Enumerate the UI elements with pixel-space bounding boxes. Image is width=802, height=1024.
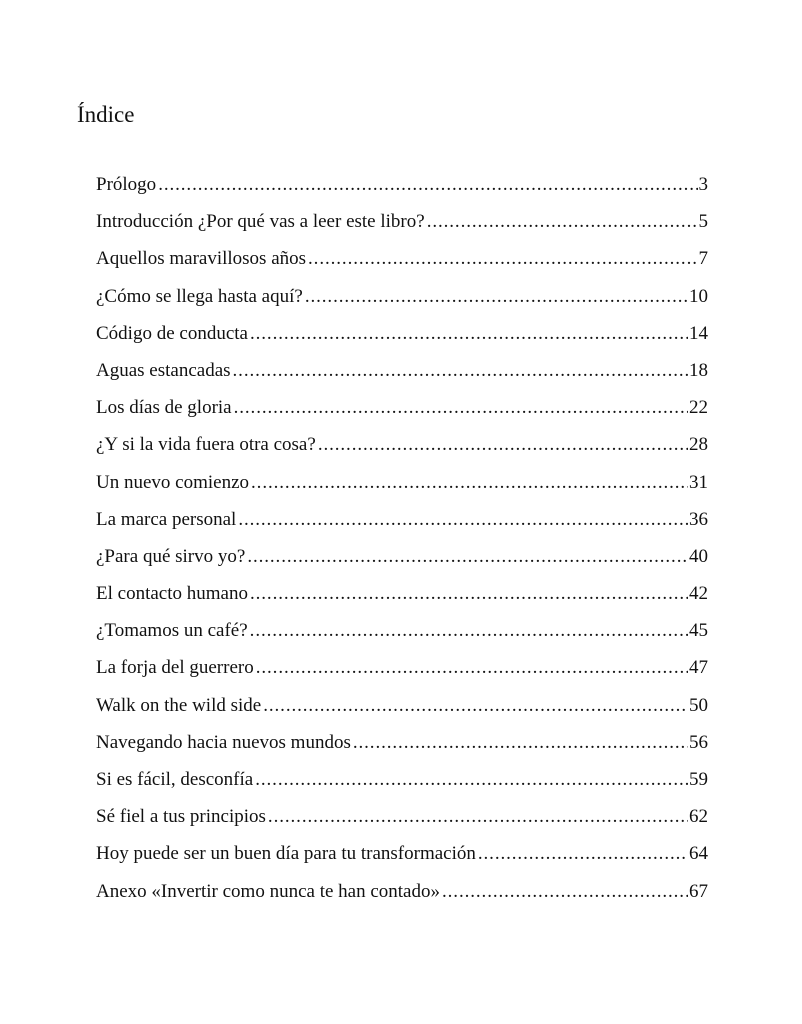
toc-entry-page: 50: [689, 694, 708, 716]
toc-entry-page: 42: [689, 583, 708, 605]
toc-entry: [96, 877, 708, 914]
dot-leader: [238, 505, 688, 535]
toc-entry: [96, 542, 708, 579]
toc-entry-page: 45: [689, 620, 708, 642]
toc-entry: [96, 170, 708, 207]
toc-entry-page: 64: [689, 843, 708, 865]
toc-entry-title: Aquellos maravillosos años: [96, 248, 307, 270]
toc-entry: [96, 430, 708, 467]
toc-entry-title: Los días de gloria: [96, 397, 232, 419]
toc-entry-title: El contacto humano: [96, 583, 248, 605]
toc-entry-title: La forja del guerrero: [96, 657, 254, 679]
toc-entry-page: 14: [689, 322, 708, 344]
toc-entry: [96, 579, 708, 616]
toc-entry-title: La marca personal: [96, 508, 237, 530]
toc-entry-page: 28: [689, 434, 708, 456]
toc-entry-page: 18: [689, 359, 708, 381]
dot-leader: [318, 430, 688, 460]
toc-entry: [96, 393, 708, 430]
toc-entry: [96, 319, 708, 356]
toc-entry: [96, 691, 708, 728]
toc-entry-page: 56: [689, 731, 708, 753]
toc-entry-page: 47: [689, 657, 708, 679]
toc-entry-title: Walk on the wild side: [96, 694, 262, 716]
toc-entry-title: Un nuevo comienzo: [96, 471, 250, 493]
toc-entry-page: 31: [689, 471, 708, 493]
dot-leader: [478, 839, 688, 869]
toc-entry: [96, 244, 708, 281]
toc-entry-title: Anexo «Invertir como nunca te han contado»: [96, 880, 440, 902]
dot-leader: [442, 877, 688, 907]
toc-entry-title: ¿Y si la vida fuera otra cosa?: [96, 434, 316, 456]
toc-entry-page: 10: [689, 285, 708, 307]
toc-entry: [96, 207, 708, 244]
toc-entry-page: 62: [689, 806, 708, 828]
toc-entry: [96, 765, 708, 802]
dot-leader: [427, 207, 698, 237]
toc-entry-page: 22: [689, 397, 708, 419]
dot-leader: [247, 542, 688, 572]
dot-leader: [250, 319, 688, 349]
toc-entry-page: 40: [689, 545, 708, 567]
table-of-contents: [96, 170, 708, 914]
toc-entry-title: Aguas estancadas: [96, 359, 231, 381]
toc-entry-title: Si es fácil, desconfía: [96, 769, 254, 790]
dot-leader: [251, 468, 688, 498]
toc-entry-title: Hoy puede ser un buen día para tu transformación: [96, 843, 476, 865]
toc-entry: [96, 839, 708, 876]
dot-leader: [233, 356, 688, 386]
dot-leader: [158, 170, 697, 200]
dot-leader: [250, 579, 688, 609]
dot-leader: [234, 393, 688, 423]
toc-entry-page: 3: [698, 174, 708, 195]
toc-entry-page: 5: [698, 211, 708, 233]
dot-leader: [305, 282, 688, 312]
toc-entry-title: Sé fiel a tus principios: [96, 806, 266, 828]
dot-leader: [256, 653, 688, 683]
dot-leader: [308, 244, 697, 274]
toc-entry: [96, 616, 708, 653]
toc-entry: [96, 505, 708, 542]
toc-entry-title: ¿Tomamos un café?: [96, 620, 248, 642]
toc-entry: [96, 728, 708, 765]
index-heading: Índice: [77, 102, 135, 127]
toc-entry: [96, 356, 708, 393]
toc-entry-page: 67: [689, 880, 708, 902]
toc-entry: [96, 653, 708, 690]
toc-entry-title: Prólogo: [96, 174, 157, 195]
dot-leader: [250, 616, 688, 646]
dot-leader: [255, 765, 688, 795]
dot-leader: [353, 728, 688, 758]
toc-entry: [96, 468, 708, 505]
toc-entry-title: Código de conducta: [96, 322, 248, 344]
toc-entry-page: 59: [689, 769, 708, 790]
toc-entry-title: Introducción ¿Por qué vas a leer este libro?: [96, 211, 425, 233]
toc-entry-title: ¿Para qué sirvo yo?: [96, 545, 246, 567]
toc-entry: [96, 802, 708, 839]
toc-entry-page: 36: [689, 508, 708, 530]
toc-entry-title: Navegando hacia nuevos mundos: [96, 731, 351, 753]
toc-entry: [96, 282, 708, 319]
toc-entry-page: 7: [698, 248, 708, 270]
dot-leader: [263, 691, 688, 721]
dot-leader: [268, 802, 688, 832]
toc-entry-title: ¿Cómo se llega hasta aquí?: [96, 285, 303, 307]
